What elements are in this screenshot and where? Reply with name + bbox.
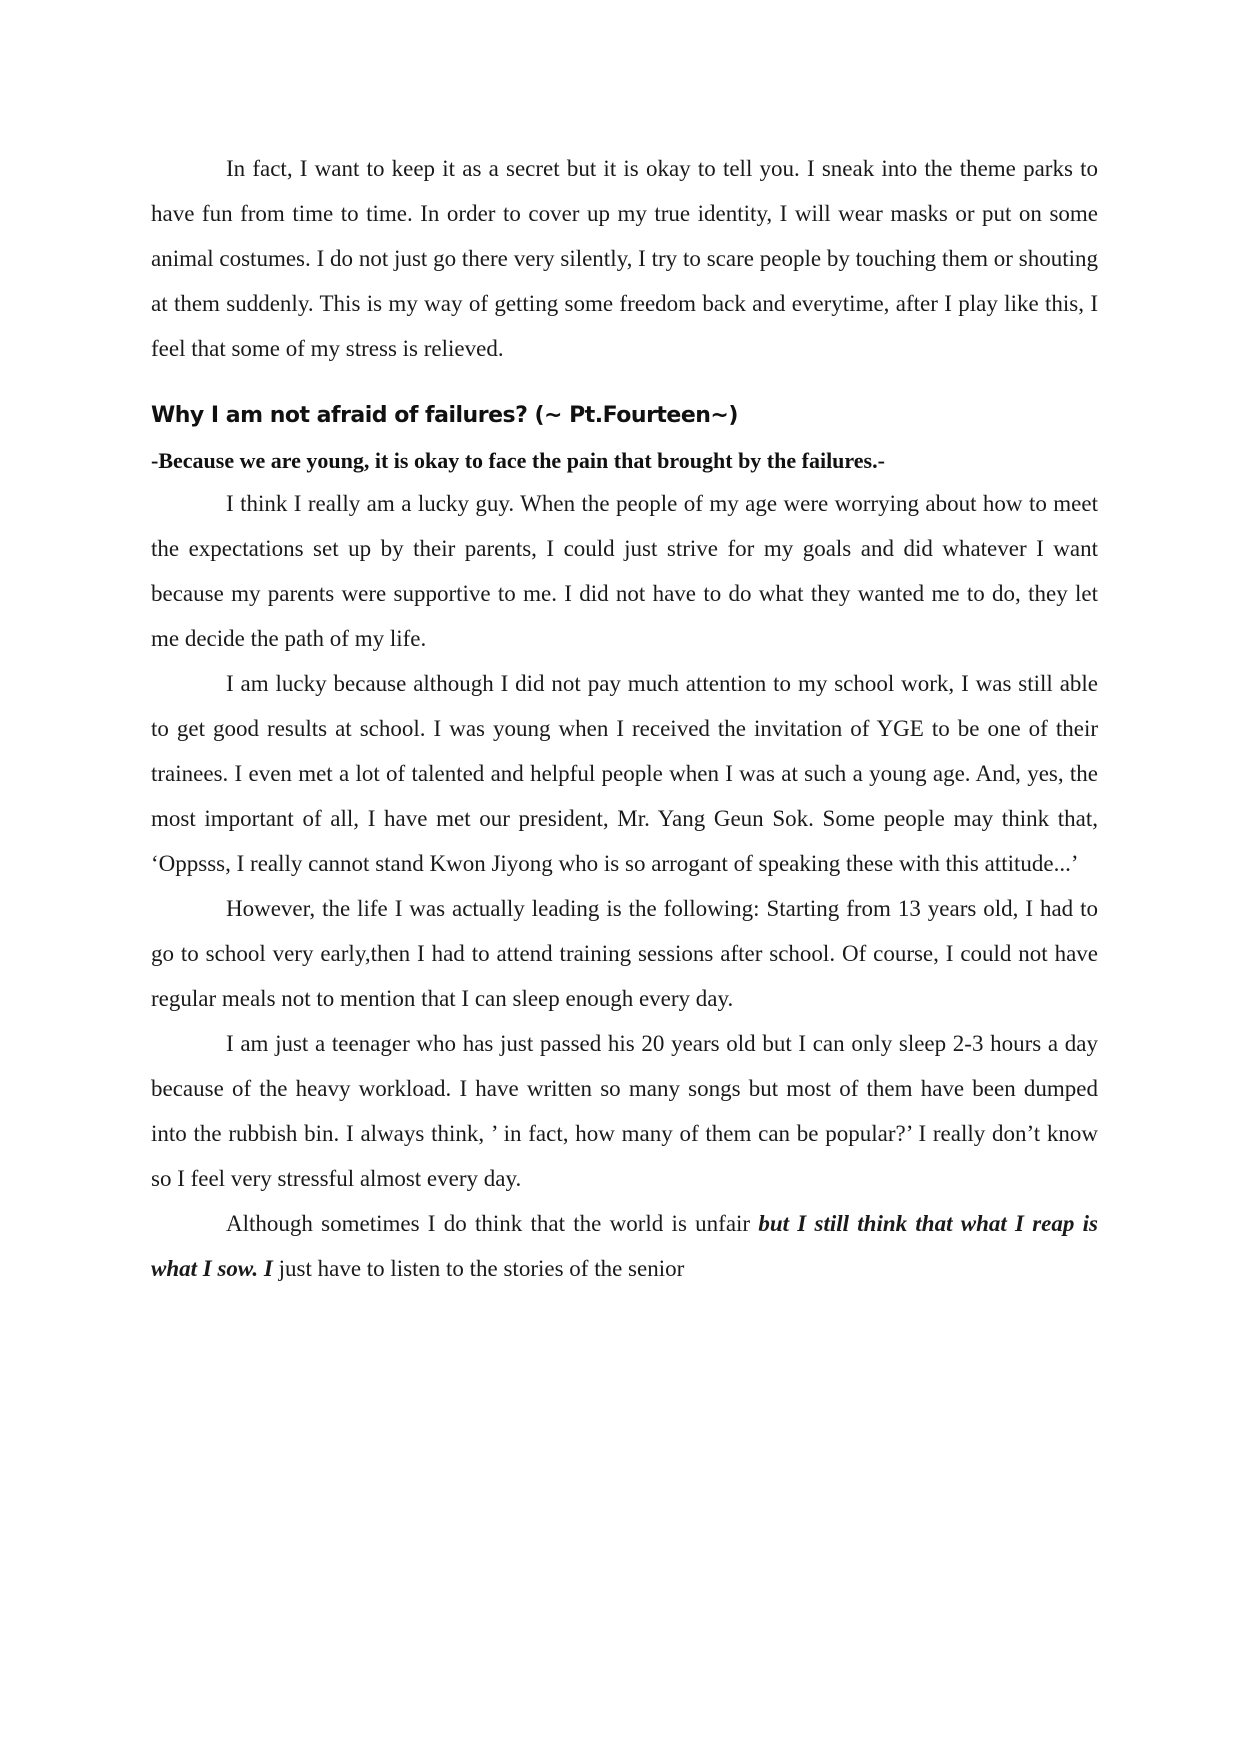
section-heading: Why I am not afraid of failures? (~ Pt.Fourteen~) bbox=[151, 403, 738, 428]
section-subheading: -Because we are young, it is okay to face the pain that brought by the failures.- bbox=[151, 448, 885, 473]
paragraph-teenager: I am just a teenager who has just passed his 20 years old but I can only sleep 2-3 hours a day because of the heavy workload. I have written so many songs but most of them have been dumped into the rubbish bin. I always think, ’ in fact, how many of them can be popular?’ I really don’t know so I feel very stressful almost every day. bbox=[151, 1031, 1098, 1191]
paragraph-school-work: I am lucky because although I did not pay much attention to my school work, I was still able to get good results at school. I was young when I received the invitation of YGE to be one of their trainees. I even met a lot of talented and helpful people when I was at such a young age. And, yes, the most important of all, I have met our president, Mr. Yang Geun Sok. Some people may think that, ‘Oppsss, I really cannot stand Kwon Jiyong who is so arrogant of speaking these with this attitude...’ bbox=[151, 671, 1098, 876]
paragraph-text: just have to listen to the stories of the senior bbox=[272, 1256, 685, 1281]
paragraph-theme-parks: In fact, I want to keep it as a secret but it is okay to tell you. I sneak into the theme parks to have fun from time to time. In order to cover up my true identity, I will wear masks or put on some animal costumes. I do not just go there very silently, I try to scare people by touching them or shouting at them suddenly. This is my way of getting some freedom back and everytime, after I play like this, I feel that some of my stress is relieved. bbox=[151, 156, 1098, 361]
paragraph-reap-sow bbox=[151, 1201, 1098, 1291]
paragraph-actual-life: However, the life I was actually leading is the following: Starting from 13 years old, I had to go to school very early,then I had to attend training sessions after school. Of course, I could not have regular meals not to mention that I can sleep enough every day. bbox=[151, 896, 1098, 1011]
document-page bbox=[151, 146, 1098, 1291]
paragraph-text: Although sometimes I do think that the world is unfair bbox=[226, 1211, 759, 1236]
emphasized-text: but I still think that what I reap is what I sow. I bbox=[151, 1211, 1098, 1281]
paragraph-lucky-guy: I think I really am a lucky guy. When the people of my age were worrying about how to meet the expectations set up by their parents, I could just strive for my goals and did whatever I want because my parents were supportive to me. I did not have to do what they wanted me to do, they let me decide the path of my life. bbox=[151, 491, 1098, 651]
